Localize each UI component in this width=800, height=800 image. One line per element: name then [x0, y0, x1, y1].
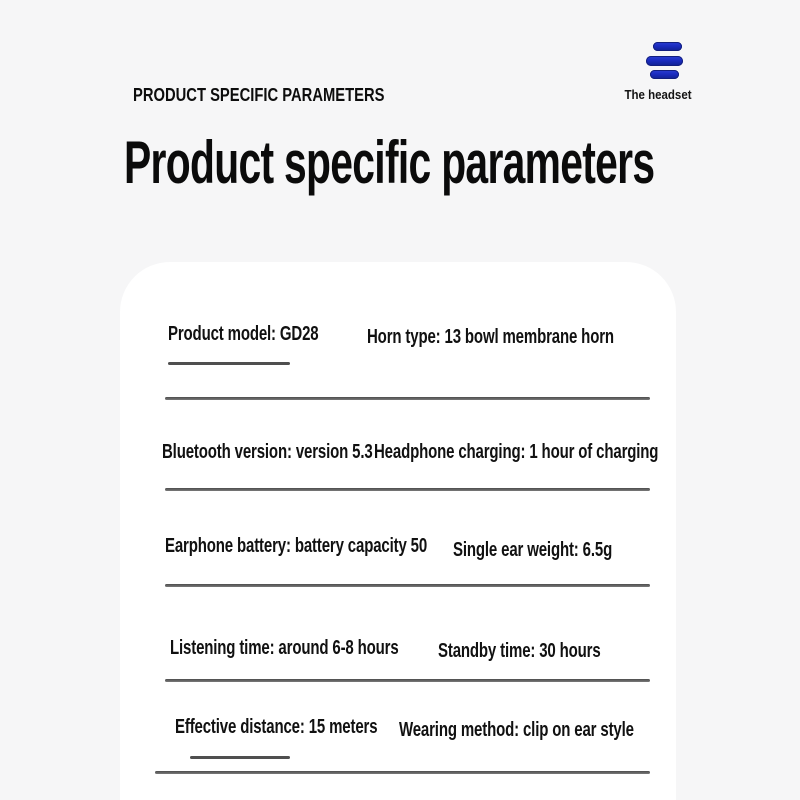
- brand-caption: The headset: [624, 88, 692, 102]
- row-divider: [155, 771, 650, 774]
- row-divider: [165, 488, 650, 491]
- spec-label-earphone-battery: Earphone battery: battery capacity 50: [165, 535, 428, 557]
- spec-label-horn-type: Horn type: 13 bowl membrane horn: [367, 326, 614, 348]
- spec-label-effective-distance: Effective distance: 15 meters: [175, 716, 378, 738]
- headset-lines-icon-bar: [650, 70, 679, 79]
- brand-block: [620, 40, 696, 104]
- spec-label-listening-time: Listening time: around 6-8 hours: [170, 637, 399, 659]
- spec-label-single-ear-weight: Single ear weight: 6.5g: [453, 539, 613, 561]
- row-divider: [165, 679, 650, 682]
- headset-lines-icon: [646, 42, 686, 84]
- label-underline: [190, 756, 290, 759]
- spec-label-bluetooth-version: Bluetooth version: version 5.3: [162, 441, 373, 463]
- section-header-title: PRODUCT SPECIFIC PARAMETERS: [133, 85, 385, 105]
- label-underline: [168, 362, 290, 365]
- headset-lines-icon-bar: [653, 42, 682, 51]
- spec-label-wearing-method: Wearing method: clip on ear style: [399, 719, 634, 741]
- spec-label-standby-time: Standby time: 30 hours: [438, 640, 601, 662]
- spec-label-product-model: Product model: GD28: [168, 323, 319, 345]
- spec-label-headphone-charging: Headphone charging: 1 hour of charging: [374, 441, 659, 463]
- row-divider: [165, 584, 650, 587]
- spec-card: [120, 262, 676, 800]
- page-title: Product specific parameters: [124, 129, 655, 196]
- headset-lines-icon-bar: [646, 56, 683, 66]
- row-divider: [165, 397, 650, 400]
